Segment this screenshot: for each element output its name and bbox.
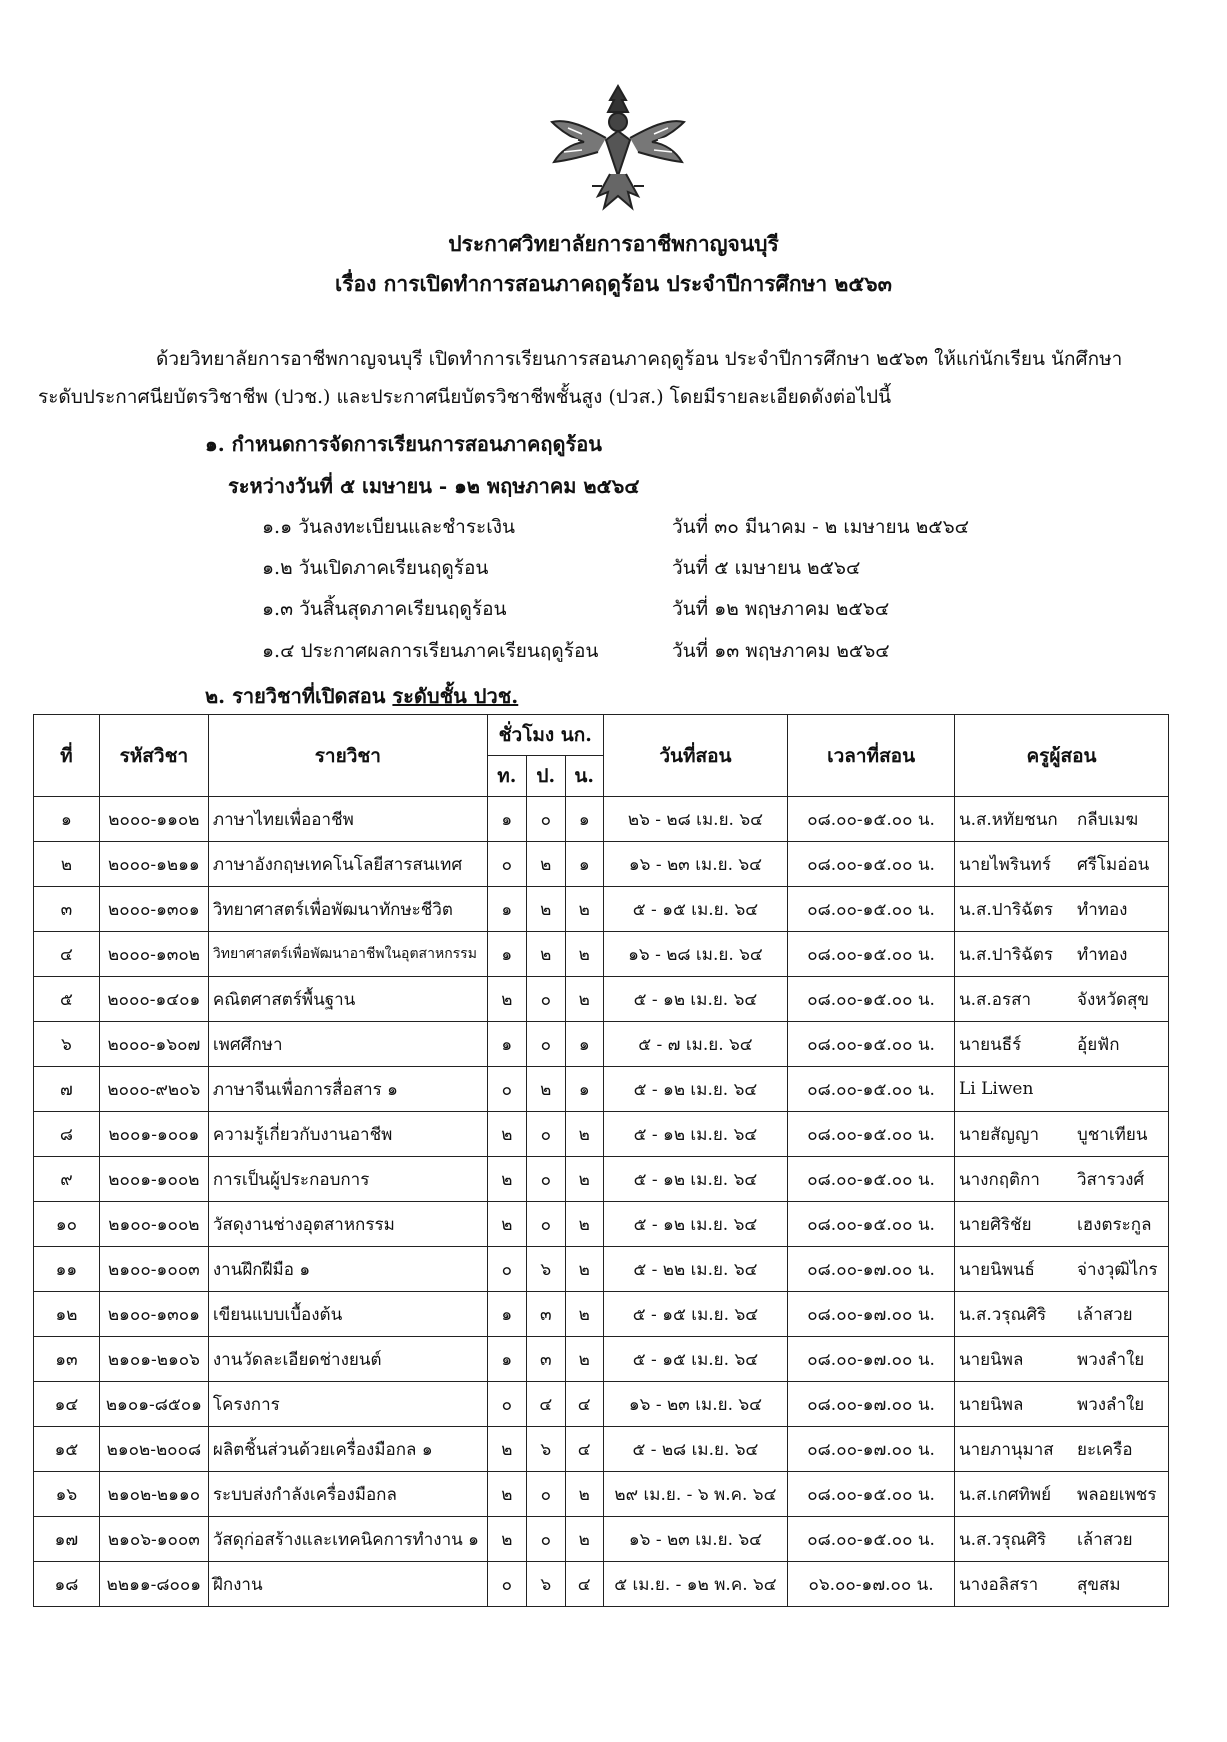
- schedule-value: วันที่ ๓๐ มีนาคม - ๒ เมษายน ๒๕๖๔: [672, 516, 970, 538]
- course-code: ๒๑๐๐-๑๐๐๓: [99, 1247, 208, 1292]
- teacher-last-name: เฮงตระกูล: [1076, 1214, 1152, 1235]
- table-row: [34, 1562, 1169, 1607]
- theory-hours: ๒: [487, 1517, 526, 1562]
- course-code: ๒๑๐๐-๑๐๐๒: [99, 1202, 208, 1247]
- teacher: [954, 887, 1168, 932]
- teacher-last-name: จังหวัดสุข: [1076, 989, 1150, 1010]
- teacher-last-name: สุขสม: [1076, 1574, 1121, 1595]
- teacher-last-name: พวงลำใย: [1076, 1394, 1145, 1415]
- credits: ๑: [565, 797, 603, 842]
- schedule-value: วันที่ ๑๒ พฤษภาคม ๒๕๖๔: [672, 598, 890, 620]
- table-row: [34, 1247, 1169, 1292]
- practice-hours: ๐: [526, 1472, 565, 1517]
- header-credits: น.: [565, 756, 603, 797]
- course-code: ๒๑๐๑-๘๕๐๑: [99, 1382, 208, 1427]
- teacher: [954, 977, 1168, 1022]
- theory-hours: ๒: [487, 1157, 526, 1202]
- course-name: วัสดุงานช่างอุตสาหกรรม: [208, 1202, 487, 1247]
- practice-hours: ๐: [526, 1517, 565, 1562]
- teacher-first-name: นางกฤติกา: [958, 1169, 1040, 1190]
- course-name: เขียนแบบเบื้องต้น: [208, 1292, 487, 1337]
- course-code: ๒๐๐๑-๑๐๐๒: [99, 1157, 208, 1202]
- teaching-time: ๐๘.๐๐-๑๕.๐๐ น.: [788, 887, 955, 932]
- table-row: [34, 1382, 1169, 1427]
- teacher-last-name: พวงลำใย: [1076, 1349, 1145, 1370]
- section2-heading-level: ระดับชั้น ปวช.: [392, 684, 519, 708]
- teacher-last-name: ยะเครือ: [1076, 1439, 1133, 1460]
- practice-hours: ๔: [526, 1382, 565, 1427]
- teacher-last-name: เล้าสวย: [1076, 1529, 1133, 1550]
- practice-hours: ๓: [526, 1337, 565, 1382]
- practice-hours: ๖: [526, 1247, 565, 1292]
- theory-hours: ๑: [487, 932, 526, 977]
- header-practice: ป.: [526, 756, 565, 797]
- garuda-emblem-icon: [548, 78, 688, 218]
- course-name: เพศศึกษา: [208, 1022, 487, 1067]
- row-number: ๑: [34, 797, 100, 842]
- course-name: คณิตศาสตร์พื้นฐาน: [208, 977, 487, 1022]
- teaching-date: ๕ - ๑๒ เม.ย. ๖๔: [603, 1067, 787, 1112]
- teacher-last-name: จ่างวุฒิไกร: [1076, 1259, 1158, 1280]
- courses-table-body: [34, 797, 1169, 1607]
- theory-hours: ๐: [487, 1562, 526, 1607]
- announcement-subject: เรื่อง การเปิดทำการสอนภาคฤดูร้อน ประจำปีการศึกษา ๒๕๖๓: [335, 271, 892, 296]
- teaching-time: ๐๘.๐๐-๑๕.๐๐ น.: [788, 1202, 955, 1247]
- credits: ๒: [565, 932, 603, 977]
- credits: ๑: [565, 1022, 603, 1067]
- teacher: [954, 1427, 1168, 1472]
- teaching-date: ๕ - ๑๒ เม.ย. ๖๔: [603, 977, 787, 1022]
- course-code: ๒๐๐๐-๑๑๐๒: [99, 797, 208, 842]
- course-name: วิทยาศาสตร์เพื่อพัฒนาอาชีพในอุตสาหกรรม: [208, 932, 487, 977]
- table-row: [34, 1022, 1169, 1067]
- course-name: ผลิตชิ้นส่วนด้วยเครื่องมือกล ๑: [208, 1427, 487, 1472]
- credits: ๑: [565, 1067, 603, 1112]
- teaching-time: ๐๖.๐๐-๑๗.๐๐ น.: [788, 1562, 955, 1607]
- schedule-value: วันที่ ๕ เมษายน ๒๕๖๔: [672, 557, 861, 579]
- teacher-first-name: นายไพรินทร์: [958, 854, 1051, 875]
- teacher: [954, 1112, 1168, 1157]
- teaching-date: ๕ - ๑๕ เม.ย. ๖๔: [603, 1292, 787, 1337]
- teaching-date: ๑๖ - ๒๓ เม.ย. ๖๔: [603, 842, 787, 887]
- course-code: ๒๐๐๐-๑๒๑๑: [99, 842, 208, 887]
- table-row: [34, 977, 1169, 1022]
- header-theory: ท.: [487, 756, 526, 797]
- teaching-date: ๕ - ๗ เม.ย. ๖๔: [603, 1022, 787, 1067]
- practice-hours: ๐: [526, 1157, 565, 1202]
- credits: ๒: [565, 1517, 603, 1562]
- schedule-label: ๑.๒ วันเปิดภาคเรียนฤดูร้อน: [262, 557, 489, 579]
- section2-heading: [205, 680, 518, 712]
- teacher-last-name: กลีบเมฆ: [1076, 809, 1139, 830]
- course-code: ๒๑๐๒-๒๑๑๐: [99, 1472, 208, 1517]
- table-row: [34, 1472, 1169, 1517]
- teacher: [954, 1517, 1168, 1562]
- teacher-last-name: ศรีโมอ่อน: [1076, 854, 1150, 875]
- courses-table: [33, 714, 1169, 1607]
- credits: ๒: [565, 1292, 603, 1337]
- theory-hours: ๑: [487, 1292, 526, 1337]
- teaching-time: ๐๘.๐๐-๑๗.๐๐ น.: [788, 1292, 955, 1337]
- credits: ๒: [565, 977, 603, 1022]
- practice-hours: ๖: [526, 1562, 565, 1607]
- practice-hours: ๒: [526, 887, 565, 932]
- theory-hours: ๒: [487, 977, 526, 1022]
- table-row: [34, 1427, 1169, 1472]
- course-name: วัสดุก่อสร้างและเทคนิคการทำงาน ๑: [208, 1517, 487, 1562]
- teacher-first-name: นายศิริชัย: [958, 1214, 1032, 1235]
- row-number: ๔: [34, 932, 100, 977]
- teacher-last-name: เล้าสวย: [1076, 1304, 1133, 1325]
- theory-hours: ๑: [487, 1337, 526, 1382]
- teaching-date: ๒๙ เม.ย. - ๖ พ.ค. ๖๔: [603, 1472, 787, 1517]
- course-name: ภาษาไทยเพื่ออาชีพ: [208, 797, 487, 842]
- row-number: ๗: [34, 1067, 100, 1112]
- practice-hours: ๖: [526, 1427, 565, 1472]
- schedule-label: ๑.๓ วันสิ้นสุดภาคเรียนฤดูร้อน: [262, 598, 507, 620]
- teaching-time: ๐๘.๐๐-๑๕.๐๐ น.: [788, 1517, 955, 1562]
- teacher-last-name: บูชาเทียน: [1076, 1124, 1148, 1145]
- teacher: [954, 1202, 1168, 1247]
- row-number: ๒: [34, 842, 100, 887]
- theory-hours: ๑: [487, 887, 526, 932]
- teaching-time: ๐๘.๐๐-๑๕.๐๐ น.: [788, 977, 955, 1022]
- teacher: [954, 932, 1168, 977]
- schedule-value: วันที่ ๑๓ พฤษภาคม ๒๕๖๔: [672, 640, 890, 662]
- teacher: [954, 1337, 1168, 1382]
- teaching-date: ๕ - ๑๕ เม.ย. ๖๔: [603, 1337, 787, 1382]
- intro-paragraph: ด้วยวิทยาลัยการอาชีพกาญจนบุรี เปิดทำการเรียนการสอนภาคฤดูร้อน ประจำปีการศึกษา ๒๕๖๓ ให้แก่นักเรียน นักศึกษา ระดับประกาศนียบัตรวิชาชีพ (ปวช.) และประกาศนียบัตรวิชาชีพชั้นสูง (ปวส.) โดยมีรายละเอียดดังต่อไปนี้: [38, 348, 1123, 408]
- teaching-time: ๐๘.๐๐-๑๕.๐๐ น.: [788, 797, 955, 842]
- teaching-time: ๐๘.๐๐-๑๗.๐๐ น.: [788, 1247, 955, 1292]
- teaching-time: ๐๘.๐๐-๑๗.๐๐ น.: [788, 1337, 955, 1382]
- header-date: วันที่สอน: [603, 715, 787, 797]
- teaching-time: ๐๘.๐๐-๑๕.๐๐ น.: [788, 1157, 955, 1202]
- teaching-date: ๑๖ - ๒๓ เม.ย. ๖๔: [603, 1382, 787, 1427]
- credits: ๒: [565, 887, 603, 932]
- practice-hours: ๐: [526, 797, 565, 842]
- course-code: ๒๐๐๐-๑๓๐๑: [99, 887, 208, 932]
- course-code: ๒๑๐๒-๒๐๐๘: [99, 1427, 208, 1472]
- practice-hours: ๓: [526, 1292, 565, 1337]
- table-row: [34, 1067, 1169, 1112]
- teacher-first-name: น.ส.วรุณศิริ: [958, 1529, 1047, 1550]
- section2-heading-prefix: ๒. รายวิชาที่เปิดสอน: [205, 684, 393, 708]
- theory-hours: ๒: [487, 1427, 526, 1472]
- teacher-last-name: ทำทอง: [1076, 944, 1128, 965]
- teacher-first-name: นายนิพล: [958, 1349, 1024, 1370]
- course-name: ภาษาอังกฤษเทคโนโลยีสารสนเทศ: [208, 842, 487, 887]
- schedule-label: ๑.๔ ประกาศผลการเรียนภาคเรียนฤดูร้อน: [262, 640, 599, 662]
- row-number: ๑๑: [34, 1247, 100, 1292]
- header-hours: ชั่วโมง นก.: [487, 715, 603, 756]
- practice-hours: ๐: [526, 1202, 565, 1247]
- course-code: ๒๑๐๑-๒๑๐๖: [99, 1337, 208, 1382]
- teacher-first-name: นายนิพนธ์: [958, 1259, 1035, 1280]
- teaching-date: ๕ - ๑๒ เม.ย. ๖๔: [603, 1157, 787, 1202]
- theory-hours: ๑: [487, 797, 526, 842]
- teacher-first-name: Li Liwen: [958, 1079, 1034, 1099]
- header-code: รหัสวิชา: [99, 715, 208, 797]
- theory-hours: ๐: [487, 1382, 526, 1427]
- credits: ๔: [565, 1427, 603, 1472]
- course-name: โครงการ: [208, 1382, 487, 1427]
- credits: ๒: [565, 1112, 603, 1157]
- practice-hours: ๐: [526, 977, 565, 1022]
- teaching-time: ๐๘.๐๐-๑๕.๐๐ น.: [788, 932, 955, 977]
- row-number: ๑๔: [34, 1382, 100, 1427]
- course-name: งานฝึกฝีมือ ๑: [208, 1247, 487, 1292]
- table-row: [34, 1517, 1169, 1562]
- row-number: ๑๗: [34, 1517, 100, 1562]
- table-row: [34, 1202, 1169, 1247]
- credits: ๒: [565, 1247, 603, 1292]
- theory-hours: ๒: [487, 1202, 526, 1247]
- teacher-first-name: นายภานุมาส: [958, 1439, 1054, 1460]
- teacher-first-name: นายนธีร์: [958, 1034, 1022, 1055]
- teacher: [954, 1157, 1168, 1202]
- practice-hours: ๒: [526, 842, 565, 887]
- theory-hours: ๒: [487, 1472, 526, 1517]
- teaching-date: ๑๖ - ๒๘ เม.ย. ๖๔: [603, 932, 787, 977]
- teacher-first-name: น.ส.ปาริฉัตร: [958, 899, 1054, 920]
- teacher: [954, 797, 1168, 842]
- theory-hours: ๐: [487, 1067, 526, 1112]
- teacher: [954, 842, 1168, 887]
- theory-hours: ๐: [487, 1247, 526, 1292]
- theory-hours: ๑: [487, 1022, 526, 1067]
- teaching-time: ๐๘.๐๐-๑๕.๐๐ น.: [788, 1022, 955, 1067]
- course-name: การเป็นผู้ประกอบการ: [208, 1157, 487, 1202]
- course-code: ๒๑๐๐-๑๓๐๑: [99, 1292, 208, 1337]
- row-number: ๕: [34, 977, 100, 1022]
- table-row: [34, 842, 1169, 887]
- teaching-time: ๐๘.๐๐-๑๕.๐๐ น.: [788, 1067, 955, 1112]
- row-number: ๑๕: [34, 1427, 100, 1472]
- section1-heading: ๑. กำหนดการจัดการเรียนการสอนภาคฤดูร้อน: [205, 432, 602, 456]
- teaching-date: ๑๖ - ๒๓ เม.ย. ๖๔: [603, 1517, 787, 1562]
- credits: ๒: [565, 1472, 603, 1517]
- course-name: ความรู้เกี่ยวกับงานอาชีพ: [208, 1112, 487, 1157]
- course-name: ฝึกงาน: [208, 1562, 487, 1607]
- teaching-date: ๕ - ๑๒ เม.ย. ๖๔: [603, 1112, 787, 1157]
- teacher-first-name: น.ส.หทัยชนก: [958, 809, 1058, 830]
- table-row: [34, 1112, 1169, 1157]
- teaching-date: ๕ - ๑๒ เม.ย. ๖๔: [603, 1202, 787, 1247]
- teacher: [954, 1382, 1168, 1427]
- teacher-first-name: นางอลิสรา: [958, 1574, 1039, 1595]
- course-code: ๒๑๐๖-๑๐๐๓: [99, 1517, 208, 1562]
- course-code: ๒๐๐๑-๑๐๐๑: [99, 1112, 208, 1157]
- course-name: ระบบส่งกำลังเครื่องมือกล: [208, 1472, 487, 1517]
- credits: ๒: [565, 1337, 603, 1382]
- table-row: [34, 797, 1169, 842]
- course-code: ๒๐๐๐-๑๓๐๒: [99, 932, 208, 977]
- table-row: [34, 887, 1169, 932]
- teaching-time: ๐๘.๐๐-๑๕.๐๐ น.: [788, 842, 955, 887]
- teacher-last-name: ทำทอง: [1076, 899, 1128, 920]
- course-name: งานวัดละเอียดช่างยนต์: [208, 1337, 487, 1382]
- teacher-first-name: น.ส.อรสา: [958, 989, 1032, 1010]
- table-row: [34, 1337, 1169, 1382]
- teaching-time: ๐๘.๐๐-๑๗.๐๐ น.: [788, 1427, 955, 1472]
- row-number: ๘: [34, 1112, 100, 1157]
- teacher: [954, 1247, 1168, 1292]
- row-number: ๓: [34, 887, 100, 932]
- course-code: ๒๐๐๐-๙๒๐๖: [99, 1067, 208, 1112]
- course-code: ๒๐๐๐-๑๖๐๗: [99, 1022, 208, 1067]
- teaching-time: ๐๘.๐๐-๑๗.๐๐ น.: [788, 1382, 955, 1427]
- practice-hours: ๒: [526, 1067, 565, 1112]
- theory-hours: ๒: [487, 1112, 526, 1157]
- practice-hours: ๒: [526, 932, 565, 977]
- section1-period: ระหว่างวันที่ ๕ เมษายน - ๑๒ พฤษภาคม ๒๕๖๔: [228, 474, 640, 498]
- row-number: ๖: [34, 1022, 100, 1067]
- teaching-time: ๐๘.๐๐-๑๕.๐๐ น.: [788, 1472, 955, 1517]
- teacher: [954, 1562, 1168, 1607]
- teacher: [954, 1472, 1168, 1517]
- course-name: ภาษาจีนเพื่อการสื่อสาร ๑: [208, 1067, 487, 1112]
- schedule-label: ๑.๑ วันลงทะเบียนและชำระเงิน: [262, 516, 516, 538]
- teaching-time: ๐๘.๐๐-๑๕.๐๐ น.: [788, 1112, 955, 1157]
- theory-hours: ๐: [487, 842, 526, 887]
- credits: ๔: [565, 1562, 603, 1607]
- teacher-first-name: น.ส.ปาริฉัตร: [958, 944, 1054, 965]
- teaching-date: ๕ - ๒๘ เม.ย. ๖๔: [603, 1427, 787, 1472]
- row-number: ๑๘: [34, 1562, 100, 1607]
- credits: ๒: [565, 1202, 603, 1247]
- teacher: [954, 1292, 1168, 1337]
- teaching-date: ๕ - ๒๒ เม.ย. ๖๔: [603, 1247, 787, 1292]
- teaching-date: ๕ เม.ย. - ๑๒ พ.ค. ๖๔: [603, 1562, 787, 1607]
- credits: ๔: [565, 1382, 603, 1427]
- header-time: เวลาที่สอน: [788, 715, 955, 797]
- course-code: ๒๒๑๑-๘๐๐๑: [99, 1562, 208, 1607]
- practice-hours: ๐: [526, 1022, 565, 1067]
- header-teacher: ครูผู้สอน: [954, 715, 1168, 797]
- table-row: [34, 1292, 1169, 1337]
- announcement-title: ประกาศวิทยาลัยการอาชีพกาญจนบุรี: [448, 231, 779, 256]
- table-row: [34, 1157, 1169, 1202]
- row-number: ๑๓: [34, 1337, 100, 1382]
- row-number: ๑๒: [34, 1292, 100, 1337]
- teacher: [954, 1022, 1168, 1067]
- teacher-last-name: พลอยเพชร: [1076, 1484, 1157, 1505]
- course-name: วิทยาศาสตร์เพื่อพัฒนาทักษะชีวิต: [208, 887, 487, 932]
- teaching-date: ๕ - ๑๕ เม.ย. ๖๔: [603, 887, 787, 932]
- teacher-first-name: นายนิพล: [958, 1394, 1024, 1415]
- practice-hours: ๐: [526, 1112, 565, 1157]
- header-subject: รายวิชา: [208, 715, 487, 797]
- header-no: ที่: [34, 715, 100, 797]
- teacher-first-name: นายสัญญา: [958, 1124, 1040, 1145]
- row-number: ๑๖: [34, 1472, 100, 1517]
- row-number: ๙: [34, 1157, 100, 1202]
- teacher-last-name: วิสารวงศ์: [1076, 1169, 1145, 1190]
- teacher-first-name: น.ส.วรุณศิริ: [958, 1304, 1047, 1325]
- credits: ๒: [565, 1157, 603, 1202]
- row-number: ๑๐: [34, 1202, 100, 1247]
- table-row: [34, 932, 1169, 977]
- teacher-last-name: อุ้ยฟัก: [1076, 1034, 1120, 1055]
- credits: ๑: [565, 842, 603, 887]
- teacher-first-name: น.ส.เกศทิพย์: [958, 1484, 1052, 1505]
- teacher: [954, 1067, 1168, 1112]
- course-code: ๒๐๐๐-๑๔๐๑: [99, 977, 208, 1022]
- teaching-date: ๒๖ - ๒๘ เม.ย. ๖๔: [603, 797, 787, 842]
